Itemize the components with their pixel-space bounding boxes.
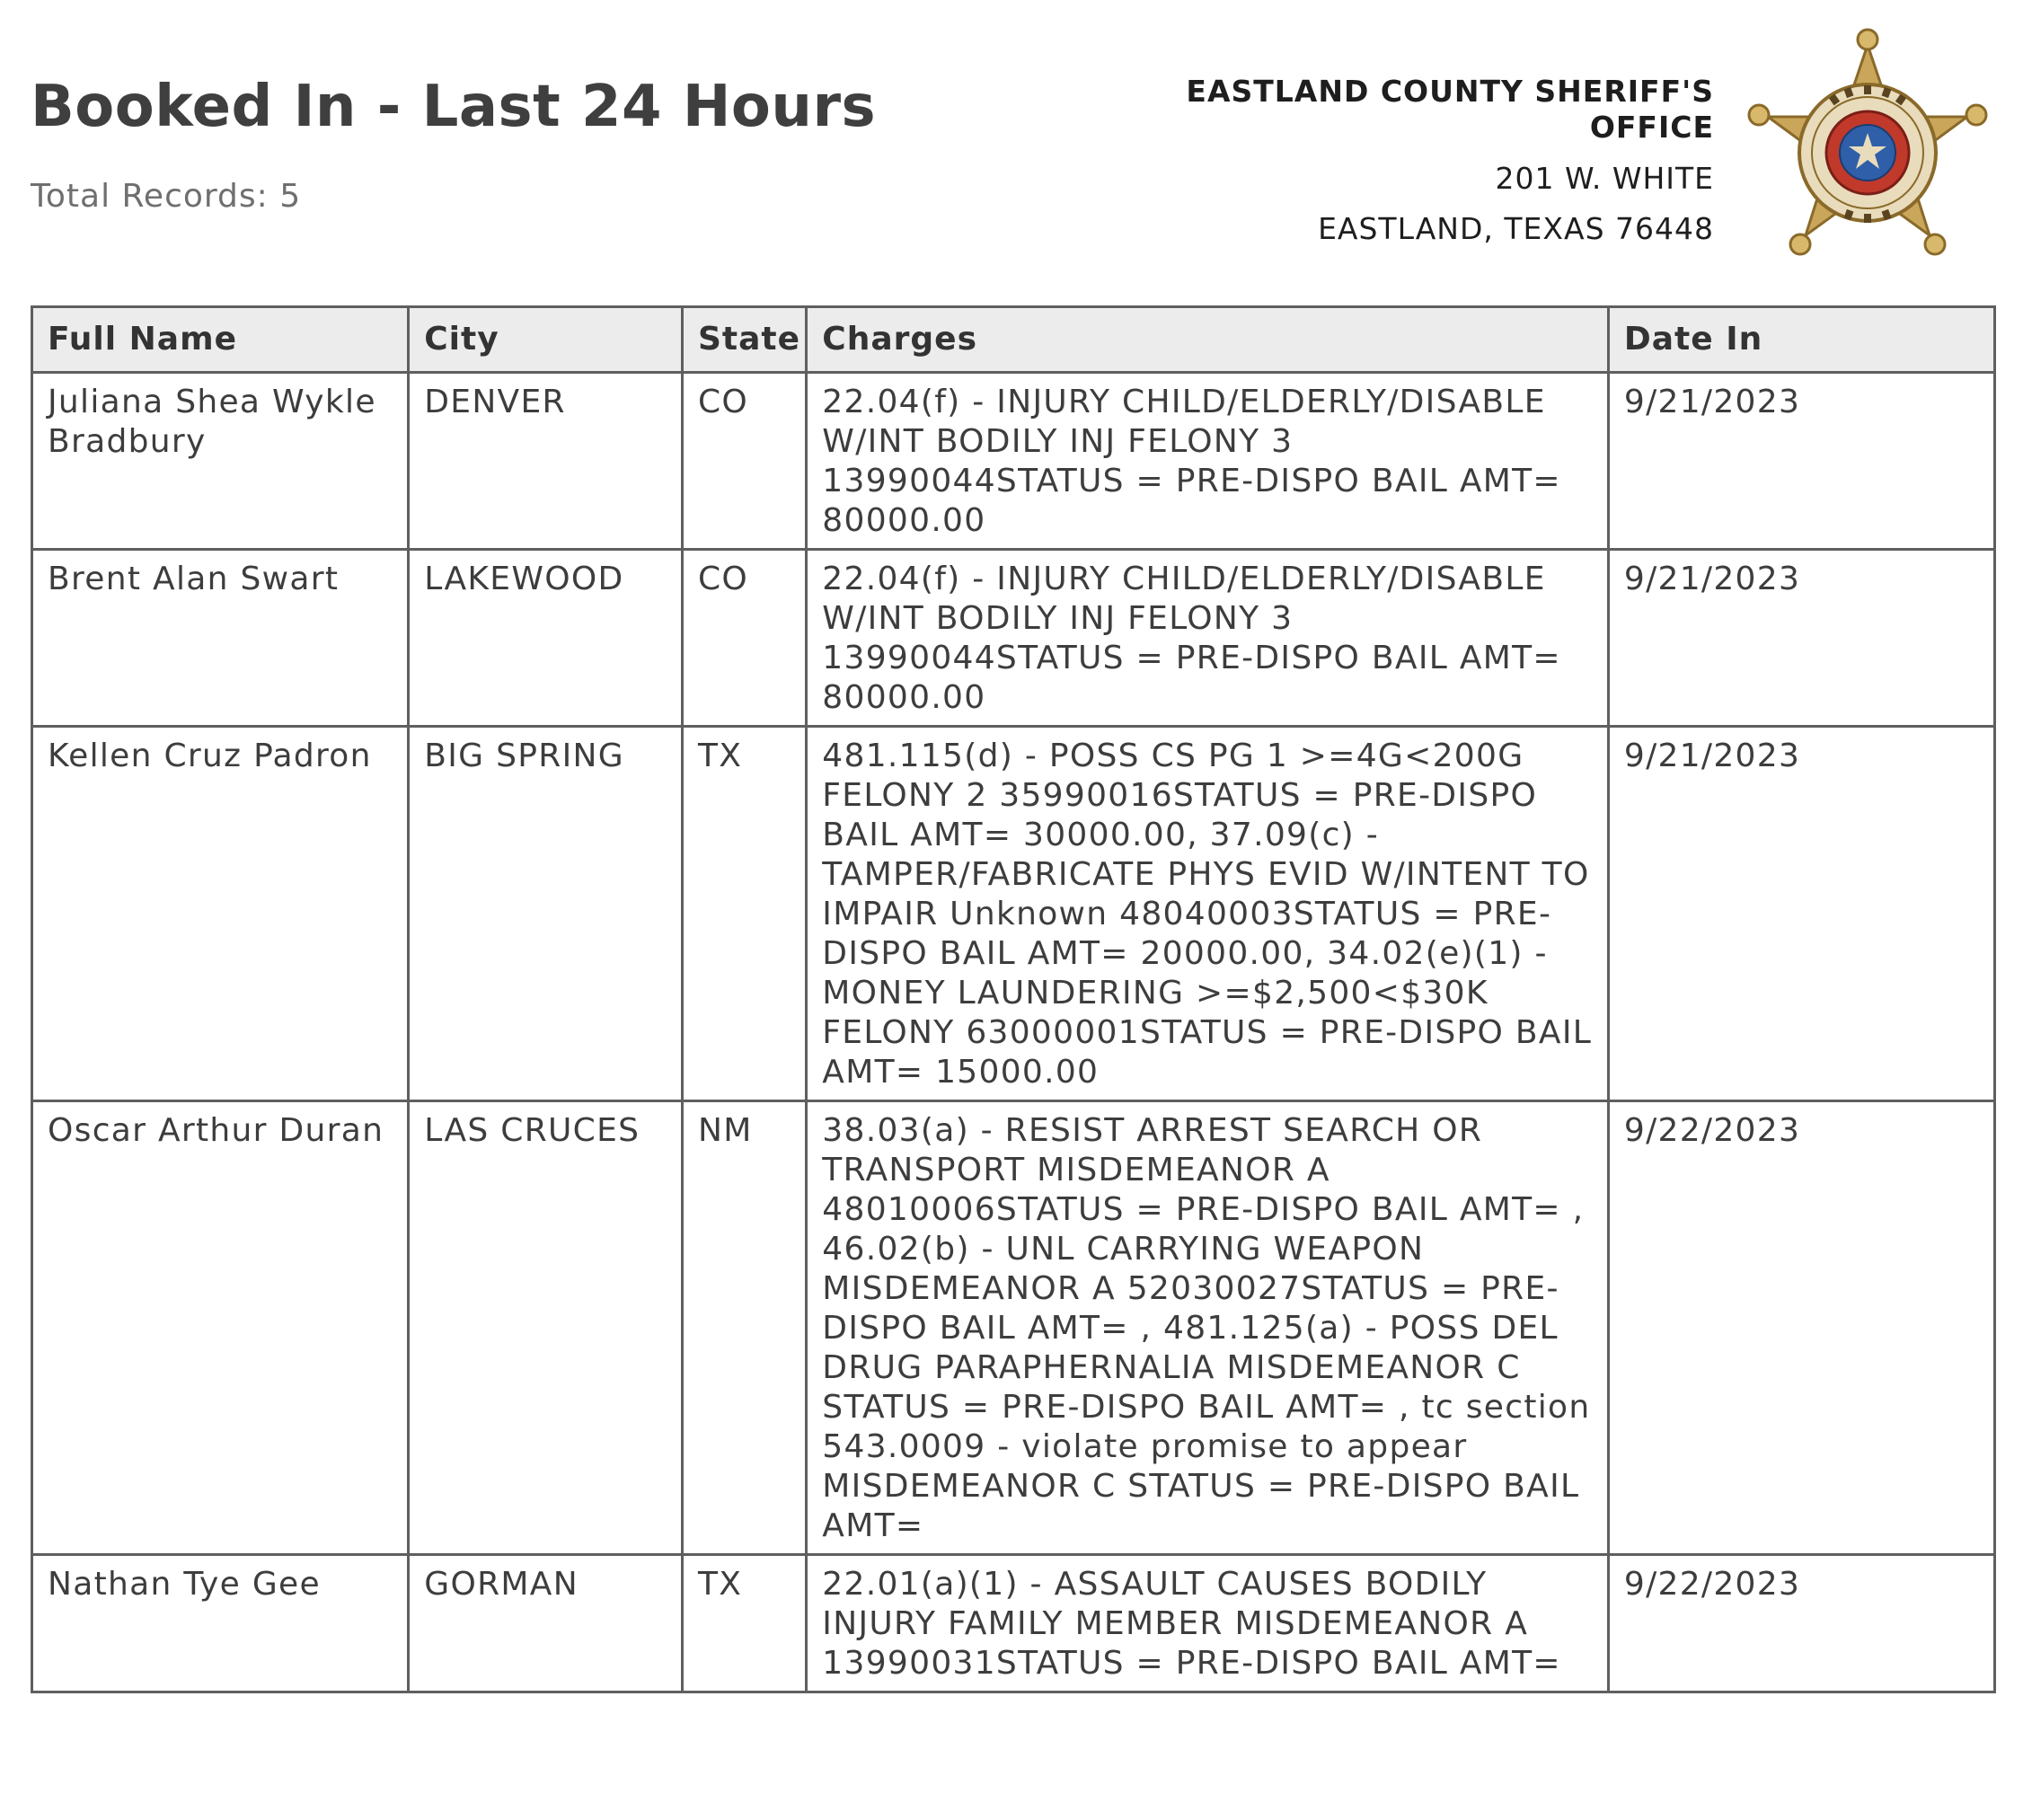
cell-city: LAS CRUCES [409,1101,683,1555]
cell-date-in: 9/22/2023 [1608,1555,1994,1692]
cell-city: BIG SPRING [409,727,683,1101]
cell-state: TX [682,727,806,1101]
agency-info [1139,74,1714,247]
table-row[interactable] [32,1555,1995,1692]
agency-address-line2: EASTLAND, TEXAS 76448 [1318,211,1714,246]
cell-charges: 22.04(f) - INJURY CHILD/ELDERLY/DISABLE W/INT BODILY INJ FELONY 3 13990044STATUS = PRE-DISPO BAIL AMT= 80000.00 [807,373,1609,550]
table-row[interactable] [32,1101,1995,1555]
cell-charges: 22.04(f) - INJURY CHILD/ELDERLY/DISABLE W/INT BODILY INJ FELONY 3 13990044STATUS = PRE-DISPO BAIL AMT= 80000.00 [807,550,1609,727]
table-row[interactable] [32,373,1995,550]
cell-city: LAKEWOOD [409,550,683,727]
cell-full-name: Nathan Tye Gee [32,1555,409,1692]
column-header-date-in[interactable]: Date In [1608,307,1994,373]
cell-charges: 38.03(a) - RESIST ARREST SEARCH OR TRANSPORT MISDEMEANOR A 48010006STATUS = PRE-DISPO BAIL AMT= , 46.02(b) - UNL CARRYING WEAPON MISDEMEANOR A 52030027STATUS = PRE-DISPO BAIL AMT= , 481.125(a) - POSS DEL DRUG PARAPHERNALIA MISDEMEANOR C STATUS = PRE-DISPO BAIL AMT= , tc section 543.0009 - violate promise to appear MISDEMEANOR C STATUS = PRE-DISPO BAIL AMT= [807,1101,1609,1555]
column-header-city[interactable]: City [409,307,683,373]
cell-city: GORMAN [409,1555,683,1692]
cell-city: DENVER [409,373,683,550]
cell-date-in: 9/21/2023 [1608,550,1994,727]
cell-state: NM [682,1101,806,1555]
cell-full-name: Kellen Cruz Padron [32,727,409,1101]
cell-charges: 22.01(a)(1) - ASSAULT CAUSES BODILY INJURY FAMILY MEMBER MISDEMEANOR A 13990031STATUS = PRE-DISPO BAIL AMT= [807,1555,1609,1692]
sheriff-star-badge-icon [1737,25,1998,273]
agency-address-line1: 201 W. WHITE [1495,161,1714,196]
column-header-full-name[interactable]: Full Name [32,307,409,373]
cell-full-name: Juliana Shea Wykle Bradbury [32,373,409,550]
cell-date-in: 9/21/2023 [1608,727,1994,1101]
bookings-table [31,305,1996,1693]
agency-name: EASTLAND COUNTY SHERIFF'S OFFICE [1186,74,1714,145]
column-header-state[interactable]: State [682,307,806,373]
cell-state: CO [682,373,806,550]
cell-date-in: 9/21/2023 [1608,373,1994,550]
page-title: Booked In - Last 24 Hours [31,74,877,140]
cell-full-name: Brent Alan Swart [32,550,409,727]
total-records-count: Total Records: 5 [31,178,302,215]
cell-state: TX [682,1555,806,1692]
column-header-charges[interactable]: Charges [807,307,1609,373]
table-row[interactable] [32,550,1995,727]
cell-full-name: Oscar Arthur Duran [32,1101,409,1555]
cell-state: CO [682,550,806,727]
table-row[interactable] [32,727,1995,1101]
cell-date-in: 9/22/2023 [1608,1101,1994,1555]
table-header-row [32,307,1995,373]
report-header [0,0,2023,305]
cell-charges: 481.115(d) - POSS CS PG 1 >=4G<200G FELONY 2 35990016STATUS = PRE-DISPO BAIL AMT= 30000.00, 37.09(c) - TAMPER/FABRICATE PHYS EVID W/INTENT TO IMPAIR Unknown 48040003STATUS = PRE-DISPO BAIL AMT= 20000.00, 34.02(e)(1) - MONEY LAUNDERING >=$2,500<$30K FELONY 63000001STATUS = PRE-DISPO BAIL AMT= 15000.00 [807,727,1609,1101]
